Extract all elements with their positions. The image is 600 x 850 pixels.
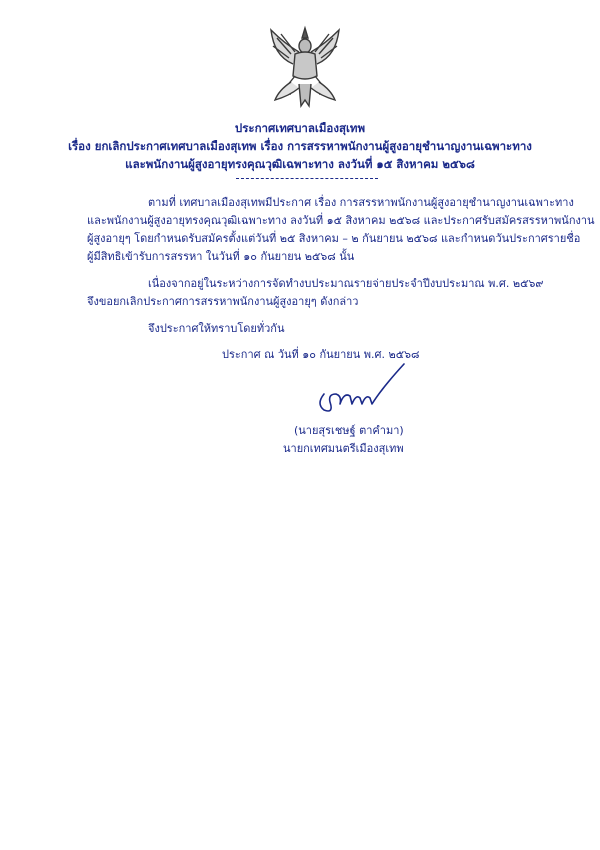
announcement-title: ประกาศเทศบาลเมืองสุเทพ [234,121,366,135]
paragraph-1-line-3: ผู้สูงอายุๆ โดยกำหนดรับสมัครตั้งแต่วันที่ ๒๕ สิงหาคม – ๒ กันยายน ๒๕๖๘ และกำหนดวันประกาศรายชื่อ [87,232,581,245]
paragraph-1-line-4: ผู้มีสิทธิเข้ารับการสรรหา ในวันที่ ๑๐ กันยายน ๒๕๖๘ นั้น [87,250,355,263]
signatory-name: (นายสุรเชษฐ์ ตาคำมา) [294,424,404,437]
paragraph-2-line-1: เนื่องจากอยู่ในระหว่างการจัดทำงบประมาณรายจ่ายประจำปีงบประมาณ พ.ศ. ๒๕๖๙ [148,277,544,290]
subject-line-1: เรื่อง ยกเลิกประกาศเทศบาลเมืองสุเทพ เรื่อง การสรรหาพนักงานผู้สูงอายุชำนาญงานเฉพาะทาง [68,139,532,153]
closing-statement: จึงประกาศให้ทราบโดยทั่วกัน [148,322,285,335]
paragraph-2-line-2: จึงขอยกเลิกประกาศการสรรหาพนักงานผู้สูงอายุๆ ดังกล่าว [87,295,359,308]
announcement-date: ประกาศ ณ วันที่ ๑๐ กันยายน พ.ศ. ๒๕๖๘ [222,348,420,361]
subject-line-2: และพนักงานผู้สูงอายุทรงคุณวุฒิเฉพาะทาง ลงวันที่ ๑๕ สิงหาคม ๒๕๖๘ [125,157,475,171]
signatory-position: นายกเทศมนตรีเมืองสุเทพ [283,442,404,455]
paragraph-1-line-2: และพนักงานผู้สูงอายุทรงคุณวุฒิเฉพาะทาง ลงวันที่ ๑๕ สิงหาคม ๒๕๖๘ และประกาศรับสมัครสรรหาพนักงาน [87,214,595,227]
handwritten-signature [312,358,412,418]
garuda-emblem-icon [265,24,345,110]
paragraph-1-line-1: ตามที่ เทศบาลเมืองสุเทพมีประกาศ เรื่อง การสรรหาพนักงานผู้สูงอายุชำนาญงานเฉพาะทาง [148,196,574,209]
title-divider [236,178,378,179]
